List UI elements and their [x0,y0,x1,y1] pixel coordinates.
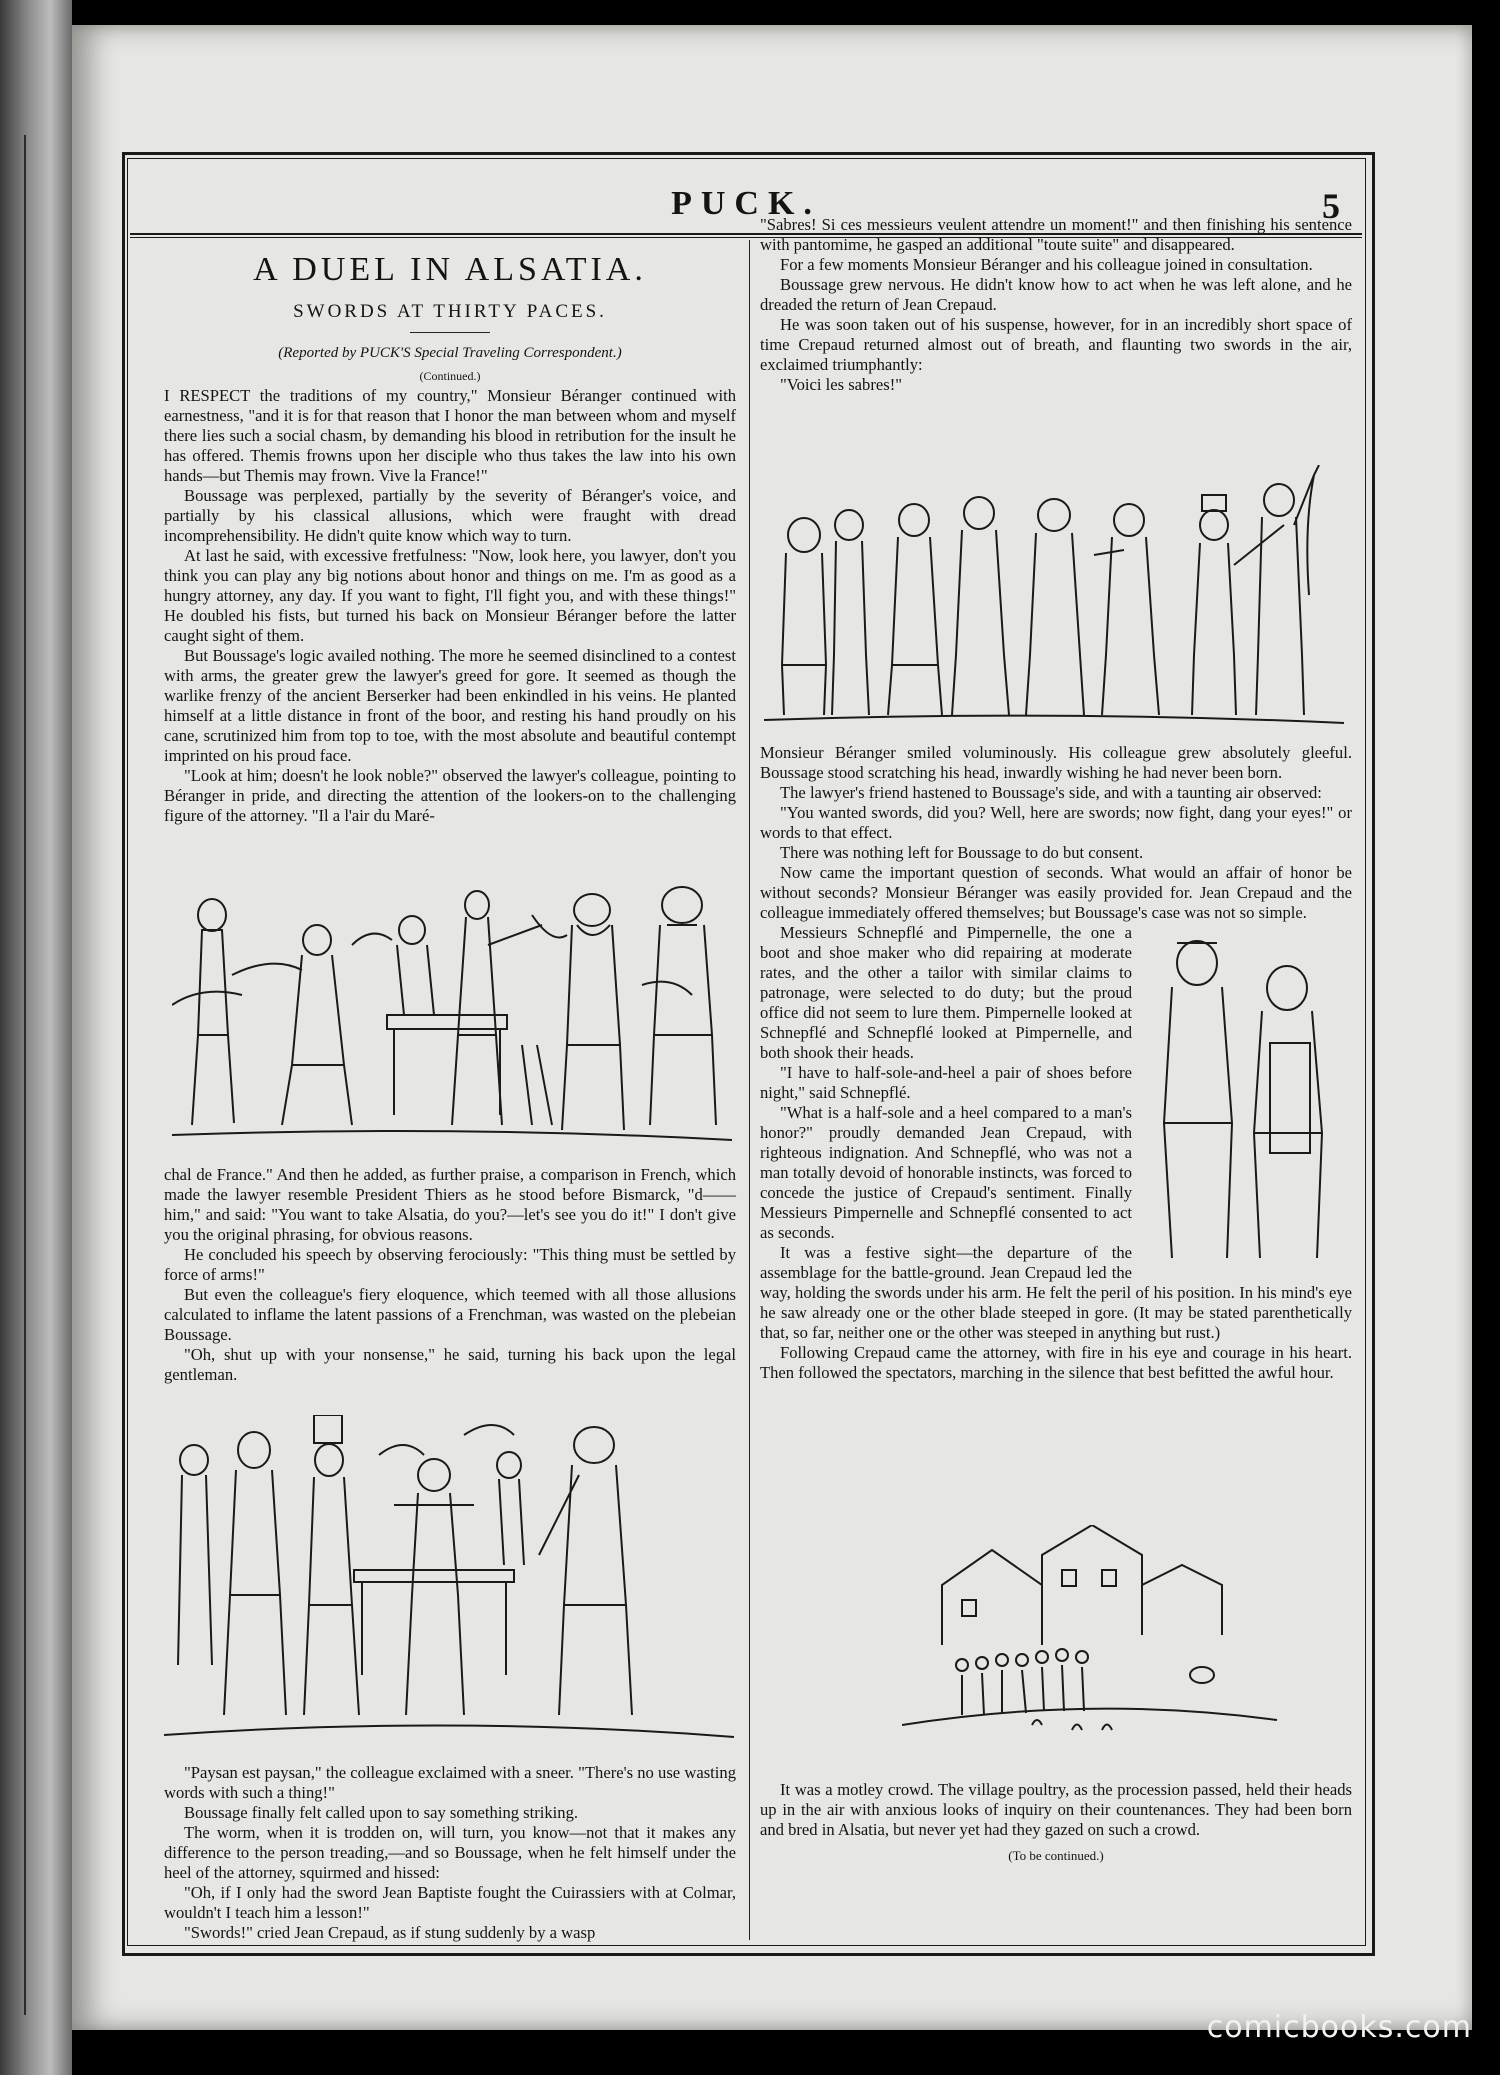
previous-page-edge [0,0,72,2075]
paragraph: It was a motley crowd. The village poultry, as the procession passed, held their heads up in the air with anxious looks of inquiry on their countenances. They had been born and bred in Alsatia, but never yet had they gazed on such a crowd. [760,1780,1352,1839]
paragraph: It was a festive sight—the departure of the assemblage for the battle-ground. Jean Crepaud led the way, holding the swords under his arm. He felt the peril of his position. In his mind's eye he saw already one or the other blade steeped in gore. (It may be stated parenthetically that, so far, neither one or the other was steeped in anything but rust.) [760,1243,1352,1342]
watermark: comicbooks.com [1206,2010,1472,2045]
paragraph: Following Crepaud came the attorney, with fire in his eye and courage in his heart. Then followed the spectators, marching in the silence that best befitted the awful hour. [760,1343,1352,1382]
paragraph: "Swords!" cried Jean Crepaud, as if stung suddenly by a wasp [184,1923,596,1942]
paragraph: There was nothing left for Boussage to do but consent. [780,843,1144,862]
paragraph: "I have to half-sole-and-heel a pair of shoes before night," said Schnepflé. [760,1063,1132,1102]
left-top-paragraphs [164,386,736,826]
masthead-title: PUCK. [671,185,821,222]
paragraph: "Look at him; doesn't he look noble?" observed the lawyer's colleague, pointing to Béranger in pride, and directing the attention of the lookers-on to the challenging figure of the attorney. "Il a l'air du Maré- [164,766,736,825]
paragraph: "Sabres! Si ces messieurs veulent attendre un moment!" and then finishing his sentence with pantomime, he gasped an additional "toute suite" and disappeared. [760,215,1352,254]
paragraph: At last he said, with excessive fretfulness: "Now, look here, you lawyer, don't you think you can play any big notions about honor and things on me. I'm as good as a hungry attorney, any day. If you want to fight, I'll fight you, and with these things!" He doubled his fists, but turned his back on Monsieur Béranger before the latter caught sight of them. [164,546,736,645]
paragraph: But even the colleague's fiery eloquence, which teemed with all those allusions calculated to inflame the latent passions of a Frenchman, was wasted on the plebeian Boussage. [164,1285,736,1344]
illustration-two-tradesmen [1142,923,1352,1268]
paragraph: "What is a half-sole and a heel compared to a man's honor?" proudly demanded Jean Crepaud, with righteous indignation. And Schnepflé, who was not a man totally devoid of honorable instincts, was forced to concede the justice of Crepaud's sentiment. Finally Messieurs Pimpernelle and Schnepflé consented to act as seconds. [760,1103,1132,1242]
paragraph: The worm, when it is trodden on, will turn, you know—not that it makes any difference to the person treading,—and so Boussage, when he felt himself under the heel of the attorney, squirmed and hissed: [164,1823,736,1882]
paragraph: "You wanted swords, did you? Well, here are swords; now fight, dang your eyes!" or words to that effect. [760,803,1352,842]
paragraph: He concluded his speech by observing ferociously: "This thing must be settled by force of arms!" [164,1245,736,1284]
subheadline: SWORDS AT THIRTY PACES. [293,301,607,322]
paragraph: Boussage was perplexed, partially by the severity of Béranger's voice, and partially by his classical allusions, which were fraught with dread incomprehensibility. He didn't quite know which way to turn. [164,486,736,545]
paragraph: Messieurs Schnepflé and Pimpernelle, the one a boot and shoe maker who did repairing at moderate rates, and the other a tailor with similar claims to patronage, were selected to do duty; but the proud office did not seem to lure them. Pimpernelle looked at Schnepflé and Schnepflé looked at Pimpernelle, and both shook their heads. [760,923,1132,1062]
right-column-bottom [760,1780,1352,1866]
column-divider [749,240,750,1940]
paragraph: "Voici les sabres!" [780,375,902,394]
illustration-village-procession [902,1525,1282,1740]
left-column-bottom [164,1763,736,1943]
byline: (Reported by PUCK'S Special Traveling Correspondent.) [278,345,622,361]
paragraph: The lawyer's friend hastened to Boussage's side, and with a taunting air observed: [780,783,1322,802]
right-column-top [760,215,1352,395]
paragraph: Now came the important question of seconds. What would an affair of honor be without seconds? Monsieur Béranger was easily provided for. Jean Crepaud and the colleague immediately offered themselves; but Boussage's case was not so simple. [760,863,1352,922]
paragraph: Boussage grew nervous. He didn't know how to act when he was left alone, and he dreaded the return of Jean Crepaud. [760,275,1352,314]
short-rule [410,332,490,333]
left-column-middle [164,1165,736,1385]
paragraph: "Oh, if I only had the sword Jean Baptiste fought the Cuirassiers with at Colmar, wouldn't I teach him a lesson!" [164,1883,736,1922]
paragraph: "Paysan est paysan," the colleague exclaimed with a sneer. "There's no use wasting words with such a thing!" [164,1763,736,1802]
continued-note: (Continued.) [419,369,481,383]
magazine-page [72,25,1472,2030]
paragraph: I RESPECT the traditions of my country," Monsieur Béranger continued with earnestness, "and it is for that reason that I honor the man between whom and myself there lies such a social chasm, by demanding his blood in retribution for the insult he has offered. Themis frowns upon her disciple who thus takes the law into his own hands—but Themis may frown. Vive la France!" [164,386,736,485]
paragraph: But Boussage's logic availed nothing. The more he seemed disinclined to a contest with arms, the greater grew the lawyer's greed for gore. It seemed as though the warlike frenzy of the ancient Berserker had been enkindled in his veins. He planted himself at a little distance in front of the boor, and resting his hand proudly on his cane, scrutinized him from top to toe, with the most absolute and beautiful contempt imprinted on his proud face. [164,646,736,765]
page-number: 5 [1322,186,1340,226]
paragraph: Boussage finally felt called upon to say something striking. [184,1803,579,1822]
illustration-voici-les-sabres [764,465,1349,740]
headline: A DUEL IN ALSATIA. [253,251,647,288]
paragraph: "Oh, shut up with your nonsense," he said, turning his back upon the legal gentleman. [164,1345,736,1384]
to-be-continued: (To be continued.) [1008,1848,1104,1863]
paragraph: He was soon taken out of his suspense, however, for in an incredibly short space of time Crepaud returned almost out of breath, and flaunting two swords in the air, exclaimed triumphantly: [760,315,1352,374]
paragraph: For a few moments Monsieur Béranger and his colleague joined in consultation. [780,255,1313,274]
illustration-tavern-challenge [172,885,737,1155]
right-column-middle [760,743,1352,1383]
paragraph: chal de France." And then he added, as further praise, a comparison in French, which made the lawyer resemble President Thiers as he stood before Bismarck, "d—— him," and said: "You want to take Alsatia, do you?—let's see you do it!" I don't give you the original phrasing, for obvious reasons. [164,1165,736,1244]
left-column-top [164,250,736,826]
illustration-crowd-argument [164,1415,739,1750]
paragraph: Monsieur Béranger smiled voluminously. His colleague grew absolutely gleeful. Boussage stood scratching his head, inwardly wishing he had never been born. [760,743,1352,782]
